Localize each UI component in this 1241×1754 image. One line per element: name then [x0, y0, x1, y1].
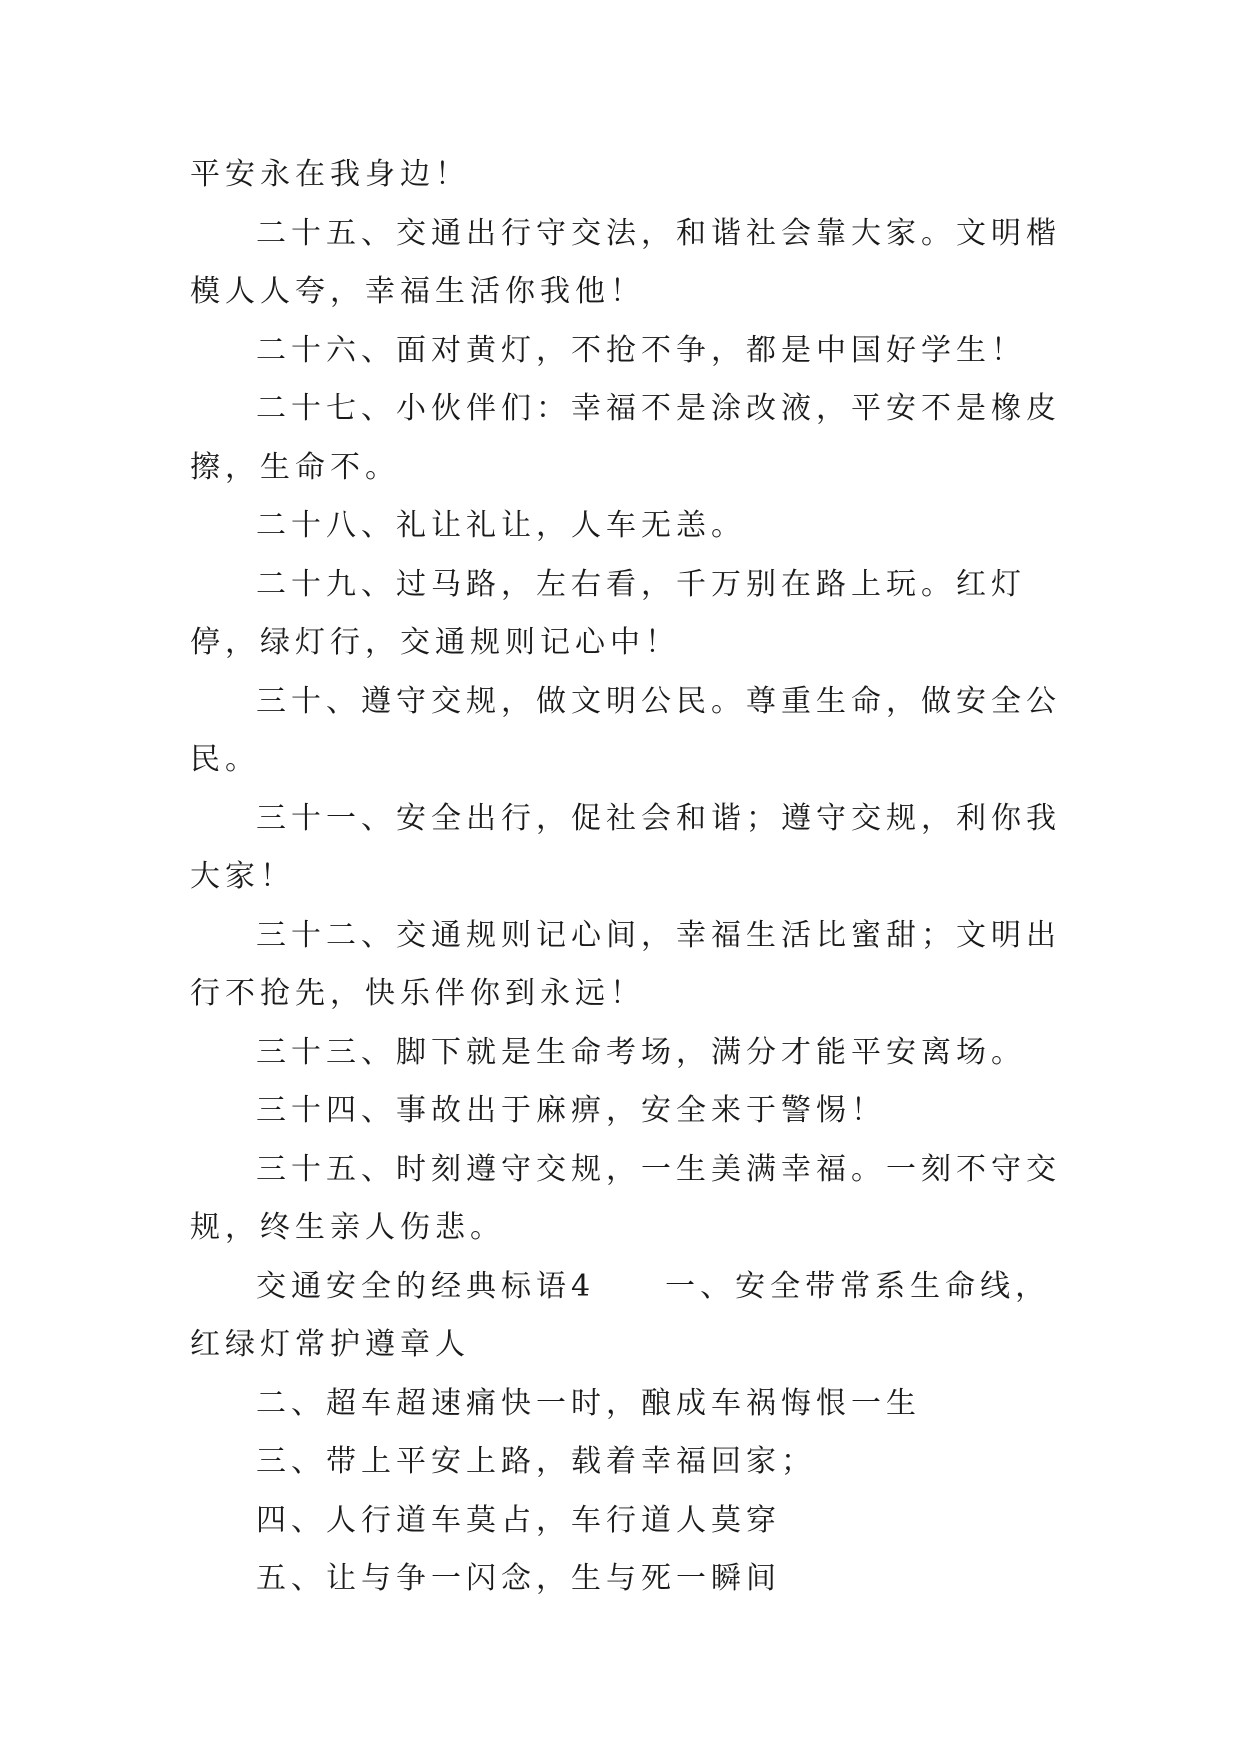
section-4-slogan-3: 三、带上平安上路，载着幸福回家；	[256, 1444, 816, 1479]
section-4-heading-slogan-1: 交通安全的经典标语4 一、安全带常系生命线，红绿灯常护遵章人	[190, 1268, 1051, 1362]
slogan-28: 二十八、礼让礼让，人车无恙。	[256, 508, 746, 543]
paragraph-continuation: 平安永在我身边！	[190, 157, 470, 192]
section-4-slogan-5: 五、让与争一闪念，生与死一瞬间	[256, 1561, 781, 1596]
slogan-29: 二十九、过马路，左右看，千万别在路上玩。红灯停，绿灯行，交通规则记心中！	[190, 566, 1026, 660]
slogan-32: 三十二、交通规则记心间，幸福生活比蜜甜；文明出行不抢先，快乐伴你到永远！	[190, 917, 1061, 1011]
section-4-slogan-4: 四、人行道车莫占，车行道人莫穿	[256, 1502, 781, 1538]
slogan-25: 二十五、交通出行守交法，和谐社会靠大家。文明楷模人人夸，幸福生活你我他！	[190, 215, 1061, 309]
slogan-31: 三十一、安全出行，促社会和谐；遵守交规，利你我大家！	[190, 800, 1061, 894]
slogan-30: 三十、遵守交规，做文明公民。尊重生命，做安全公民。	[190, 683, 1061, 777]
slogan-35: 三十五、时刻遵守交规，一生美满幸福。一刻不守交规，终生亲人伤悲。	[190, 1151, 1061, 1245]
slogan-34: 三十四、事故出于麻痹，安全来于警惕！	[256, 1093, 886, 1128]
slogan-26: 二十六、面对黄灯，不抢不争，都是中国好学生！	[256, 332, 1026, 368]
slogan-33: 三十三、脚下就是生命考场，满分才能平安离场。	[256, 1034, 1026, 1070]
section-4-slogan-2: 二、超车超速痛快一时，酿成车祸悔恨一生	[256, 1385, 921, 1421]
document-page	[190, 146, 1070, 1609]
slogan-27: 二十七、小伙伴们：幸福不是涂改液，平安不是橡皮擦，生命不。	[190, 391, 1061, 485]
